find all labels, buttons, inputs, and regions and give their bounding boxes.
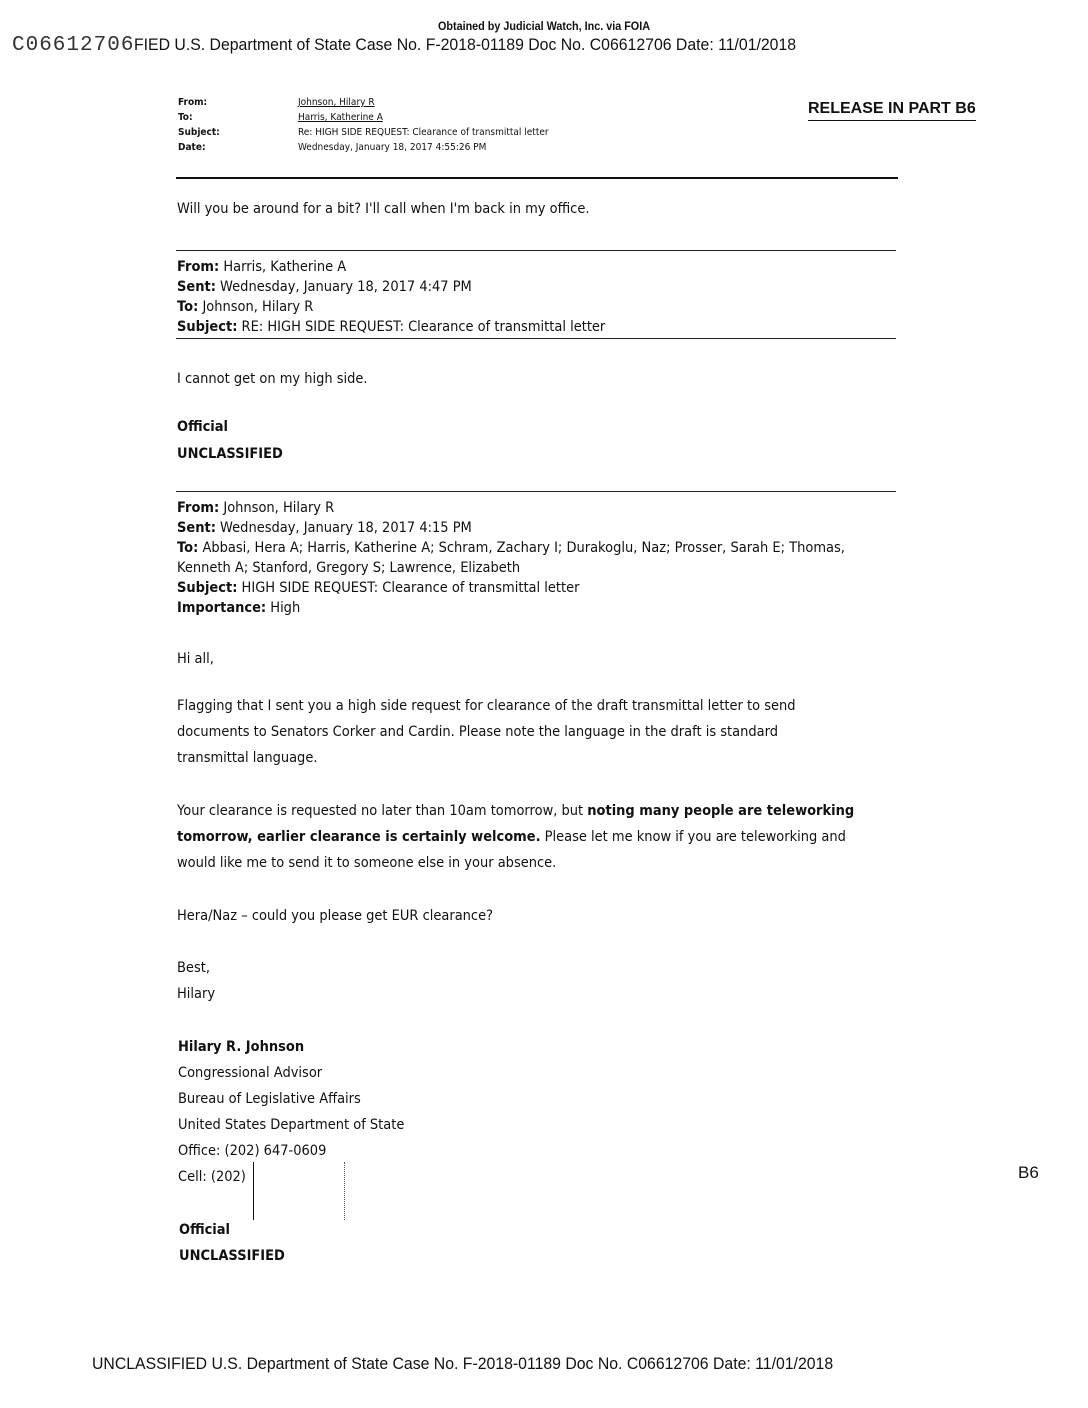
foia-source-line: Obtained by Judicial Watch, Inc. via FOIA: [437, 19, 651, 33]
m3-p2-line-2: [177, 824, 854, 850]
m3-from-value: Johnson, Hilary R: [223, 500, 335, 516]
m3-p2-line-3: would like me to send it to someone else in your absence.: [177, 855, 557, 871]
redaction-exemption-marker: B6: [1018, 1163, 1039, 1182]
message-2-header-underline: [176, 338, 896, 339]
message-3-divider: [176, 491, 896, 492]
m3-classification-unclassified: UNCLASSIFIED: [179, 1248, 285, 1264]
m2-subject-label: Subject:: [177, 319, 238, 335]
meta-date-label: Date:: [178, 142, 206, 153]
m3-from-label: From:: [177, 500, 220, 516]
release-marking: RELEASE IN PART B6: [808, 100, 976, 121]
m2-subject-line: [177, 317, 605, 337]
m3-subject-value: HIGH SIDE REQUEST: Clearance of transmittal letter: [241, 580, 580, 596]
m3-sent-label: Sent:: [177, 520, 216, 536]
m3-closing: [177, 955, 215, 1007]
meta-date-row: [178, 140, 549, 155]
signature-title: Congressional Advisor: [178, 1065, 323, 1081]
message-2-body: I cannot get on my high side.: [177, 371, 368, 387]
m3-importance-label: Importance:: [177, 600, 267, 616]
redaction-box-right-edge: [344, 1162, 345, 1220]
m2-to-value: Johnson, Hilary R: [202, 299, 314, 315]
m2-sent-line: [177, 277, 605, 297]
meta-date-value: Wednesday, January 18, 2017 4:55:26 PM: [298, 142, 487, 153]
meta-to-label: To:: [178, 112, 193, 123]
m2-from-value: Harris, Katherine A: [223, 259, 347, 275]
m3-closing-name: Hilary: [177, 986, 216, 1002]
message-1-body: Will you be around for a bit? I'll call when I'm back in my office.: [177, 201, 590, 217]
message-3-header: [177, 498, 845, 618]
m3-paragraph-3: Hera/Naz – could you please get EUR clearance?: [177, 908, 494, 924]
m3-greeting: Hi all,: [177, 651, 214, 667]
m2-from-line: [177, 257, 605, 277]
meta-from-row: [178, 95, 549, 110]
meta-to-row: [178, 110, 549, 125]
m3-p2-line-1: [177, 798, 854, 824]
email-metadata: [178, 95, 549, 155]
m3-to-label: To:: [177, 540, 199, 556]
m3-importance-line: [177, 598, 845, 618]
signature-name: Hilary R. Johnson: [178, 1039, 305, 1055]
m3-p2-line-1-plain: Your clearance is requested no later than 10am tomorrow, but: [177, 803, 588, 819]
m3-closing-line: Best,: [177, 960, 210, 976]
m3-to-line-cont: Kenneth A; Stanford, Gregory S; Lawrence, Elizabeth: [177, 560, 521, 576]
m2-to-line: [177, 297, 605, 317]
m2-classification-unclassified: UNCLASSIFIED: [177, 446, 283, 462]
m3-classification-official: Official: [179, 1222, 231, 1238]
signature-block: [178, 1034, 404, 1190]
m3-p2-line-1-bold: noting many people are teleworking: [587, 803, 855, 819]
meta-to-value[interactable]: Harris, Katherine A: [298, 112, 383, 123]
m2-to-label: To:: [177, 299, 199, 315]
m3-classification: [179, 1217, 285, 1269]
m3-p1-line-1: Flagging that I sent you a high side request for clearance of the draft transmittal letter to send: [177, 698, 796, 714]
m3-to-value-1: Abbasi, Hera A; Harris, Katherine A; Schram, Zachary I; Durakoglu, Naz; Prosser, Sarah E; Thomas,: [202, 540, 845, 556]
m3-p1-line-3: transmittal language.: [177, 750, 318, 766]
m3-paragraph-1: [177, 693, 796, 771]
meta-divider: [176, 177, 898, 179]
m3-sent-value: Wednesday, January 18, 2017 4:15 PM: [220, 520, 472, 536]
m3-p1-line-2: documents to Senators Corker and Cardin. Please note the language in the draft is standard: [177, 724, 779, 740]
signature-office-phone: Office: (202) 647-0609: [178, 1143, 327, 1159]
m2-sent-label: Sent:: [177, 279, 216, 295]
meta-from-label: From:: [178, 97, 208, 108]
m2-classification-official: Official: [177, 419, 229, 435]
m3-from-line: [177, 498, 845, 518]
message-2-divider: [176, 250, 896, 251]
signature-cell-phone: Cell: (202): [178, 1169, 246, 1185]
m3-sent-line: [177, 518, 845, 538]
header-case-info: FIED U.S. Department of State Case No. F-2018-01189 Doc No. C06612706 Date: 11/01/2018: [134, 35, 797, 54]
m3-p2-line-2-bold: tomorrow, earlier clearance is certainly welcome.: [177, 829, 541, 845]
signature-org: United States Department of State: [178, 1117, 405, 1133]
m3-subject-label: Subject:: [177, 580, 238, 596]
m3-subject-line: [177, 578, 845, 598]
redaction-box-left-edge: [253, 1162, 254, 1220]
signature-bureau: Bureau of Legislative Affairs: [178, 1091, 361, 1107]
m3-paragraph-2: [177, 798, 854, 876]
m2-sent-value: Wednesday, January 18, 2017 4:47 PM: [220, 279, 472, 295]
classification-stamp-header: [12, 34, 846, 57]
m3-p2-line-2-plain: Please let me know if you are teleworking and: [540, 829, 846, 845]
meta-subject-value: Re: HIGH SIDE REQUEST: Clearance of transmittal letter: [298, 127, 549, 138]
m2-subject-value: RE: HIGH SIDE REQUEST: Clearance of transmittal letter: [241, 319, 606, 335]
classification-stamp-footer: UNCLASSIFIED U.S. Department of State Case No. F-2018-01189 Doc No. C06612706 Date: 11/01/2018: [92, 1354, 834, 1373]
meta-subject-row: [178, 125, 549, 140]
m3-importance-value: High: [270, 600, 301, 616]
message-2-header: [177, 257, 605, 337]
meta-subject-label: Subject:: [178, 127, 220, 138]
doc-id-stamp: C06612706: [12, 34, 135, 57]
m2-from-label: From:: [177, 259, 220, 275]
m3-to-line: [177, 538, 845, 558]
meta-from-value[interactable]: Johnson, Hilary R: [298, 97, 375, 108]
